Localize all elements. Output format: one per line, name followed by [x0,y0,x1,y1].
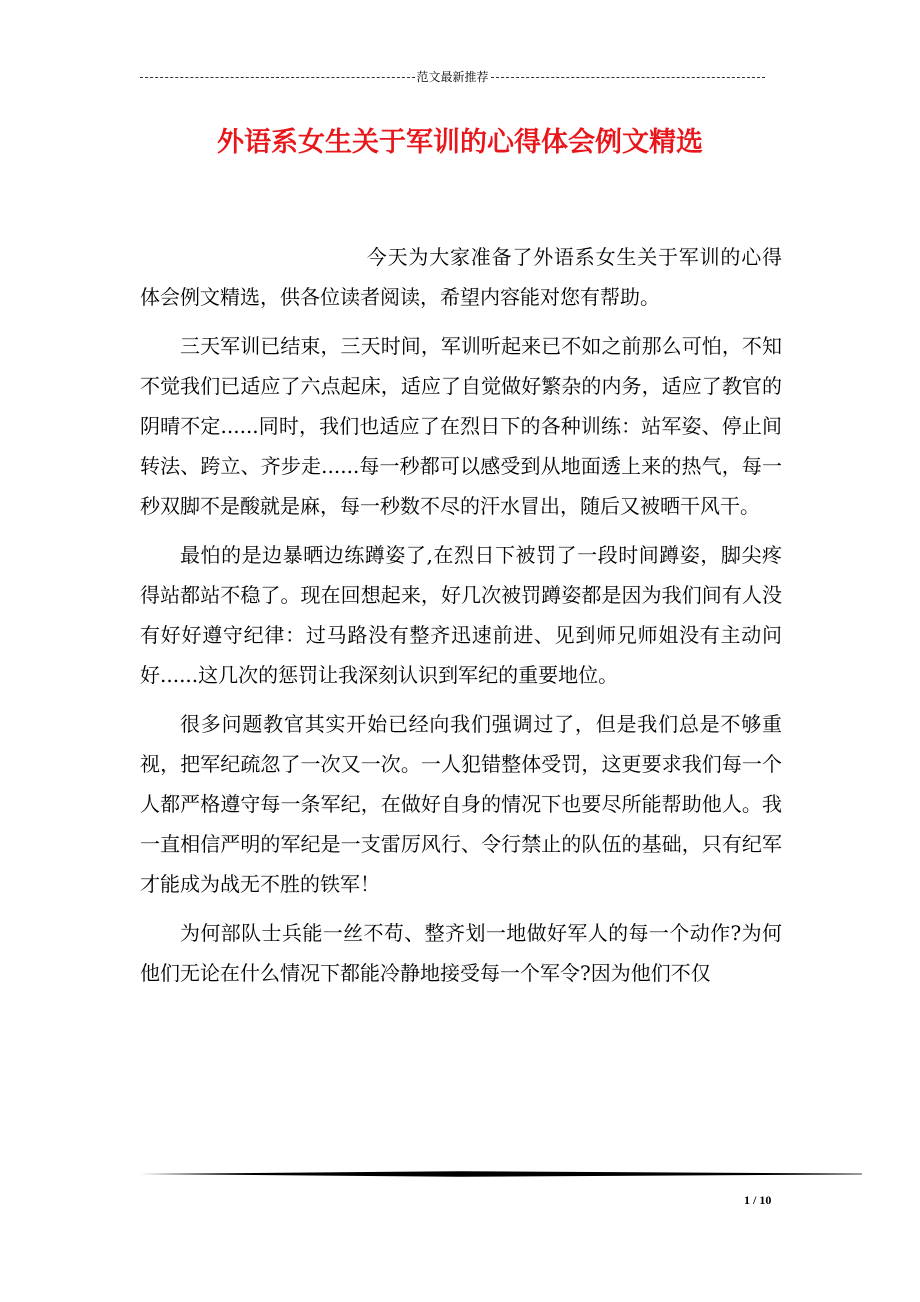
paragraph: 最怕的是边暴晒边练蹲姿了,在烈日下被罚了一段时间蹲姿，脚尖疼得站都站不稳了。现在回想起来，好几次被罚蹲姿都是因为我们间有人没有好好遵守纪律：过马路没有整齐迅速前进、见到师兄师姐没有主动问好......这几次的惩罚让我深刻认识到军纪的重要地位。 [140,543,782,687]
page-header [140,66,765,86]
paragraph: 为何部队士兵能一丝不苟、整齐划一地做好军人的每一个动作?为何他们无论在什么情况下都能冷静地接受每一个军令?因为他们不仅 [140,921,782,985]
footer-rule [140,1170,862,1178]
header-dash-right [491,77,766,78]
paragraph: 三天军训已结束，三天时间，军训听起来已不如之前那么可怕，不知不觉我们已适应了六点起床，适应了自觉做好繁杂的内务，适应了教官的阴晴不定......同时，我们也适应了在烈日下的各种训练：站军姿、停止间转法、跨立、齐步走......每一秒都可以感受到从地面透上来的热气，每一秒双脚不是酸就是麻，每一秒数不尽的汗水冒出，随后又被晒干风干。 [140,334,782,518]
header-label: 范文最新推荐 [416,69,489,84]
page-number: 1 / 10 [744,1193,772,1207]
paragraph: 很多问题教官其实开始已经向我们强调过了，但是我们总是不够重视，把军纪疏忽了一次又一次。一人犯错整体受罚，这更要求我们每一个人都严格遵守每一条军纪，在做好自身的情况下也要尽所能帮助他人。我一直相信严明的军纪是一支雷厉风行、令行禁止的队伍的基础，只有纪军才能成为战无不胜的铁军！ [140,712,782,896]
document-body [140,237,782,1002]
paragraph-intro [140,237,782,317]
document-title: 外语系女生关于军训的心得体会例文精选 [217,127,703,158]
paragraph-intro-text: 今天为大家准备了外语系女生关于军训的心得体会例文精选，供各位读者阅读，希望内容能对您有帮助。 [140,245,782,309]
header-dash-left [140,77,415,78]
